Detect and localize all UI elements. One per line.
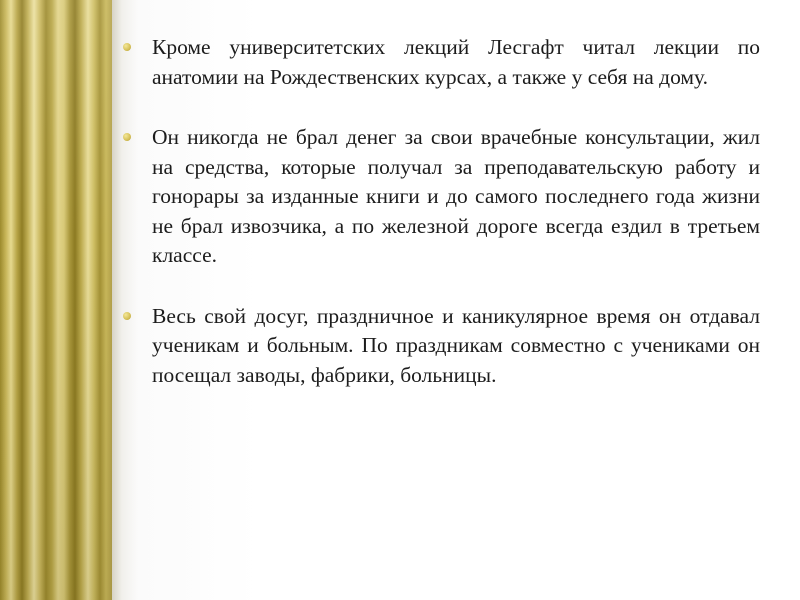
bullet-dot-icon	[123, 312, 131, 320]
bullet-text: Он никогда не брал денег за свои врачебные консультации, жил на средства, которые получал за преподавательскую работу и гонорары за изданные книги и до самого последнего года жизни не брал извозчика, а по железной дороге всегда ездил в третьем классе.	[152, 125, 760, 267]
bullet-item	[112, 302, 760, 391]
bullet-text: Весь свой досуг, праздничное и каникулярное время он отдавал ученикам и больным. По праздникам совместно с учениками он посещал заводы, фабрики, больницы.	[152, 303, 760, 387]
bullet-dot-icon	[123, 43, 131, 51]
bullet-item	[112, 123, 760, 271]
bullet-item	[112, 33, 760, 92]
curtain-shade	[0, 0, 112, 600]
slide-content	[112, 33, 760, 421]
bullet-dot-icon	[123, 133, 131, 141]
bullet-text: Кроме университетских лекций Лесгафт читал лекции по анатомии на Рождественских курсах, а также у себя на дому.	[152, 35, 760, 89]
